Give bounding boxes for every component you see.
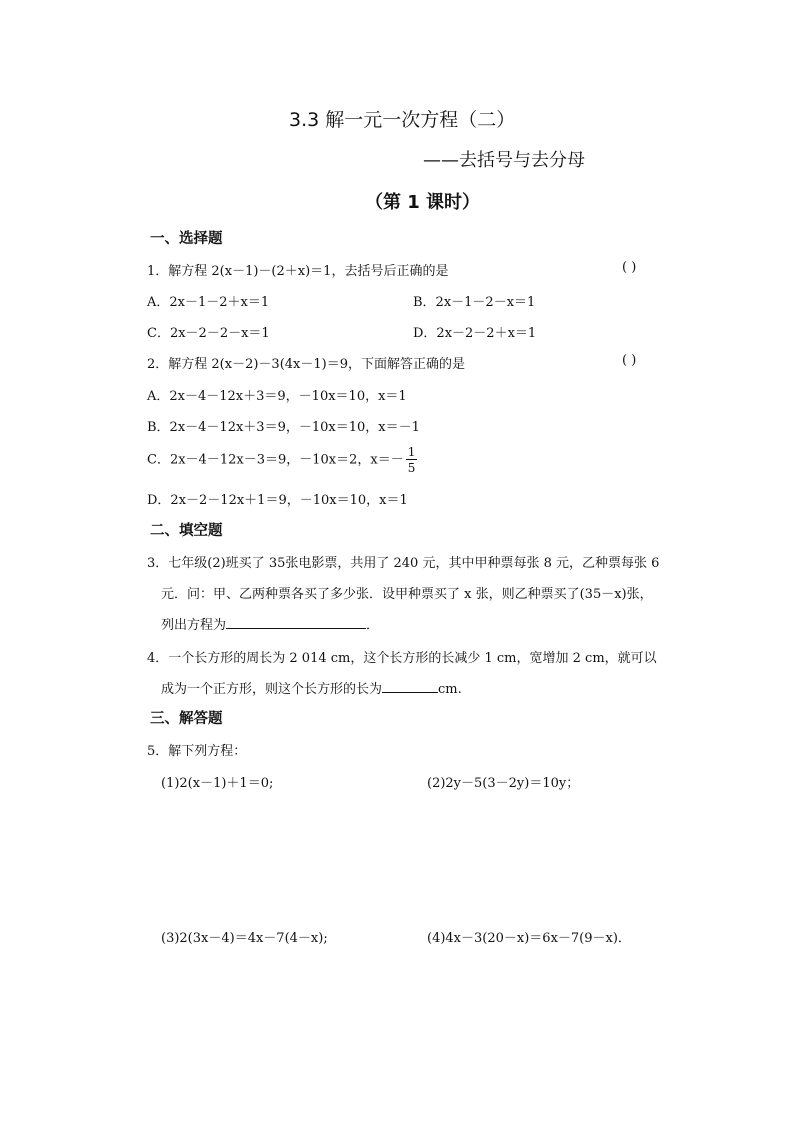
- q1-option-b: B．2x－1－2－x＝1: [413, 295, 536, 310]
- q3-line1: 3．七年级(2)班买了 35张电影票，共用了 240 元，其中甲种票每张 8 元，乙种票每张 6: [147, 556, 660, 571]
- q2-option-c-text: C．2x－4－12x－3＝9，－10x＝2，x＝－: [147, 452, 404, 468]
- q4-line1: 4．一个长方形的周长为 2 014 cm，这个长方形的长减少 1 cm，宽增加 2 cm，就可以: [147, 651, 657, 666]
- q5-part4: (4)4x－3(20－x)＝6x－7(9－x)．: [427, 931, 631, 946]
- q1-option-c: C．2x－2－2－x＝1: [147, 326, 270, 341]
- q1-stem: 1．解方程 2(x－1)－(2＋x)＝1，去括号后正确的是: [147, 264, 449, 279]
- q2-option-d: D．2x－2－12x＋1＝9，－10x＝10，x＝1: [147, 493, 408, 508]
- q4-answer-blank[interactable]: [382, 680, 438, 693]
- lesson-label: （第 1 课时）: [365, 192, 481, 213]
- q1-option-a: A．2x－1－2＋x＝1: [147, 295, 270, 310]
- q5-part1: (1)2(x－1)＋1＝0;: [161, 776, 274, 791]
- q5-part3: (3)2(3x－4)＝4x－7(4－x);: [161, 931, 328, 946]
- section-answer-heading: 三、解答题: [150, 711, 223, 727]
- q1-option-d: D．2x－2－2＋x＝1: [413, 326, 537, 341]
- q2-stem: 2．解方程 2(x－2)－3(4x－1)＝9，下面解答正确的是: [147, 357, 465, 372]
- q5-stem: 5．解下列方程：: [147, 744, 247, 759]
- q2-option-c: [147, 446, 417, 474]
- section-choice-heading: 一、选择题: [150, 231, 223, 247]
- q1-answer-bracket: ( ): [622, 260, 637, 275]
- section-fill-heading: 二、填空题: [150, 523, 223, 539]
- q2-option-b: B．2x－4－12x＋3＝9，－10x＝10，x＝－1: [147, 420, 420, 435]
- q2-answer-bracket: ( ): [622, 353, 637, 368]
- q5-part2: (2)2y－5(3－2y)＝10y；: [427, 776, 580, 791]
- q4-line2-text: 成为一个正方形，则这个长方形的长为: [161, 682, 383, 697]
- q4-line2-end: cm.: [438, 682, 462, 697]
- fraction-numerator: 1: [407, 445, 416, 459]
- q3-line2: 元．问：甲、乙两种票各买了多少张．设甲种票买了 x 张，则乙种票买了(35－x)张，: [161, 587, 653, 602]
- q2-option-a: A．2x－4－12x＋3＝9，－10x＝10，x＝1: [147, 389, 407, 404]
- fraction: [406, 446, 418, 474]
- page-subtitle: ——去括号与去分母: [423, 150, 585, 171]
- q3-answer-blank[interactable]: [226, 616, 366, 629]
- q3-line3-text: 列出方程为: [161, 618, 227, 633]
- q4-line2: [161, 678, 462, 697]
- page-title: 3.3 解一元一次方程（二）: [289, 109, 516, 131]
- q3-line3: [161, 614, 379, 633]
- fraction-denominator: 5: [407, 461, 416, 475]
- q3-line3-end: ．: [366, 618, 380, 633]
